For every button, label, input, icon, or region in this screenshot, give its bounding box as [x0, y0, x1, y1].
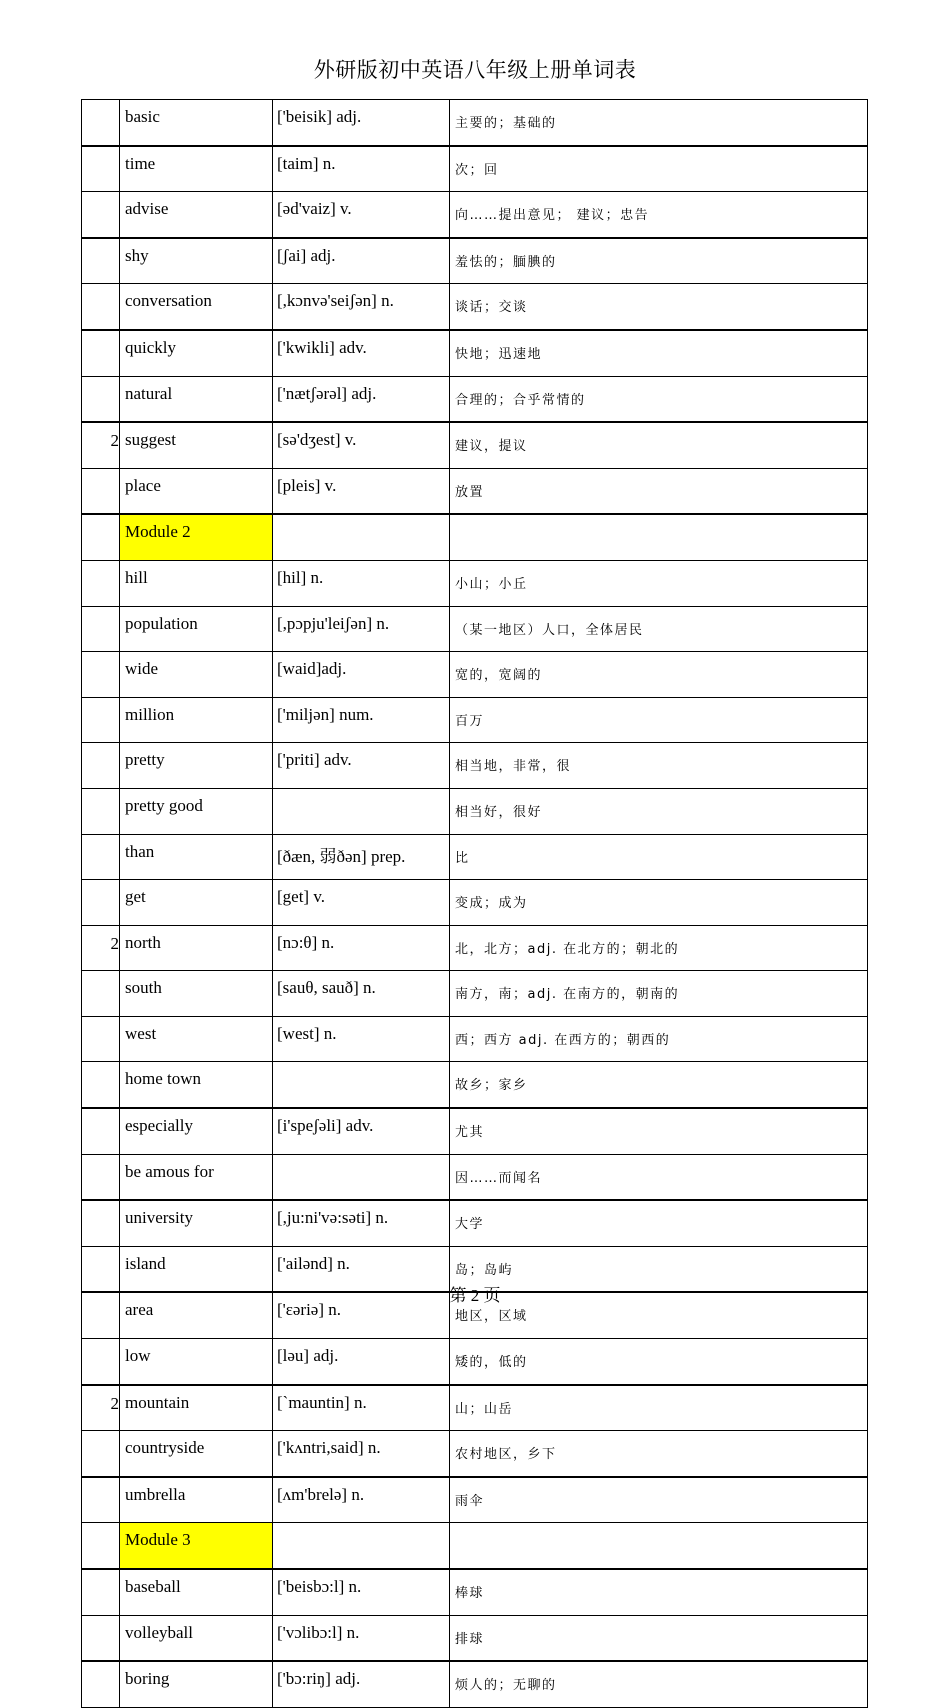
word-cell: south [120, 971, 273, 1017]
meaning-cell: 岛；岛屿 [450, 1246, 868, 1292]
phonetic-cell [273, 788, 450, 834]
phonetic-cell: [waid]adj. [273, 652, 450, 698]
meaning-cell: 西；西方 adj. 在西方的；朝西的 [450, 1016, 868, 1062]
word-cell: million [120, 697, 273, 743]
word-cell: shy [120, 238, 273, 284]
vocabulary-table [81, 99, 868, 1708]
meaning-cell: 烦人的；无聊的 [450, 1661, 868, 1707]
vocab-row [82, 1431, 868, 1477]
word-cell: be amous for [120, 1154, 273, 1200]
word-cell: time [120, 146, 273, 192]
word-cell: pretty good [120, 788, 273, 834]
phonetic-cell: [ðæn, 弱ðən] prep. [273, 834, 450, 880]
phonetic-cell: [nɔ:θ] n. [273, 925, 450, 971]
phonetic-cell: [ʃai] adj. [273, 238, 450, 284]
row-number-cell [82, 1615, 120, 1661]
vocab-row [82, 1062, 868, 1108]
meaning-cell: 雨伞 [450, 1477, 868, 1523]
row-number-cell [82, 1431, 120, 1477]
phonetic-cell: ['beisik] adj. [273, 100, 450, 146]
phonetic-cell: [i'speʃəli] adv. [273, 1108, 450, 1154]
vocab-row [82, 1477, 868, 1523]
vocab-row [82, 192, 868, 238]
row-number-cell [82, 652, 120, 698]
phonetic-cell: ['ailənd] n. [273, 1246, 450, 1292]
phonetic-cell: [`mauntin] n. [273, 1385, 450, 1431]
word-cell: population [120, 606, 273, 652]
meaning-cell: 北，北方；adj. 在北方的；朝北的 [450, 925, 868, 971]
word-cell: hill [120, 560, 273, 606]
phonetic-cell: [,kɔnvə'seiʃən] n. [273, 284, 450, 330]
row-number-cell [82, 146, 120, 192]
vocab-row [82, 697, 868, 743]
row-number-cell [82, 743, 120, 789]
word-cell: quickly [120, 330, 273, 376]
phonetic-cell: ['vɔlibɔ:l] n. [273, 1615, 450, 1661]
phonetic-cell: [get] v. [273, 880, 450, 926]
word-cell: place [120, 468, 273, 514]
row-number-cell [82, 1661, 120, 1707]
meaning-cell: 因……而闻名 [450, 1154, 868, 1200]
row-number-cell [82, 834, 120, 880]
word-cell: umbrella [120, 1477, 273, 1523]
meaning-cell [450, 1523, 868, 1569]
phonetic-cell: ['ɛəriə] n. [273, 1292, 450, 1338]
row-number-cell [82, 238, 120, 284]
row-number-cell [82, 1339, 120, 1385]
meaning-cell: （某一地区）人口，全体居民 [450, 606, 868, 652]
vocab-row [82, 468, 868, 514]
vocab-row [82, 606, 868, 652]
word-cell: island [120, 1246, 273, 1292]
meaning-cell: 矮的，低的 [450, 1339, 868, 1385]
row-number-cell [82, 514, 120, 560]
meaning-cell: 小山；小丘 [450, 560, 868, 606]
phonetic-cell: [sə'dʒest] v. [273, 422, 450, 468]
phonetic-cell: [əd'vaiz] v. [273, 192, 450, 238]
phonetic-cell: ['kwikli] adv. [273, 330, 450, 376]
word-cell: west [120, 1016, 273, 1062]
vocab-row [82, 971, 868, 1017]
meaning-cell: 排球 [450, 1615, 868, 1661]
word-cell: conversation [120, 284, 273, 330]
meaning-cell: 百万 [450, 697, 868, 743]
word-cell: basic [120, 100, 273, 146]
meaning-cell: 相当好，很好 [450, 788, 868, 834]
vocab-row [82, 100, 868, 146]
row-number-cell [82, 971, 120, 1017]
meaning-cell: 比 [450, 834, 868, 880]
page-number: 第 2 页 [449, 1286, 501, 1305]
row-number-cell: 2 [82, 925, 120, 971]
row-number-cell [82, 376, 120, 422]
meaning-cell: 主要的；基础的 [450, 100, 868, 146]
module-label-cell: Module 3 [120, 1523, 273, 1569]
meaning-cell: 变成；成为 [450, 880, 868, 926]
meaning-cell: 棒球 [450, 1569, 868, 1615]
word-cell: pretty [120, 743, 273, 789]
word-cell: area [120, 1292, 273, 1338]
word-cell: university [120, 1200, 273, 1246]
vocab-row [82, 1615, 868, 1661]
phonetic-cell [273, 1062, 450, 1108]
vocab-row [82, 1108, 868, 1154]
row-number-cell [82, 560, 120, 606]
row-number-cell [82, 1062, 120, 1108]
meaning-cell: 合理的；合乎常情的 [450, 376, 868, 422]
vocab-row [82, 743, 868, 789]
row-number-cell [82, 468, 120, 514]
vocab-row [82, 1016, 868, 1062]
module-header-row [82, 514, 868, 560]
phonetic-cell: ['beisbɔ:l] n. [273, 1569, 450, 1615]
module-label-cell: Module 2 [120, 514, 273, 560]
vocab-row [82, 422, 868, 468]
meaning-cell: 大学 [450, 1200, 868, 1246]
word-cell: boring [120, 1661, 273, 1707]
vocab-row [82, 284, 868, 330]
row-number-cell [82, 1523, 120, 1569]
vocab-row [82, 1154, 868, 1200]
word-cell: especially [120, 1108, 273, 1154]
word-cell: countryside [120, 1431, 273, 1477]
meaning-cell: 相当地，非常，很 [450, 743, 868, 789]
vocab-row [82, 1385, 868, 1431]
meaning-cell: 地区，区域 [450, 1292, 868, 1338]
row-number-cell [82, 330, 120, 376]
word-cell: volleyball [120, 1615, 273, 1661]
vocab-row [82, 1339, 868, 1385]
word-cell: get [120, 880, 273, 926]
meaning-cell: 放置 [450, 468, 868, 514]
phonetic-cell: [ʌm'brelə] n. [273, 1477, 450, 1523]
row-number-cell [82, 880, 120, 926]
phonetic-cell: [sauθ, sauð] n. [273, 971, 450, 1017]
row-number-cell [82, 1154, 120, 1200]
page-title: 外研版初中英语八年级上册单词表 [313, 58, 637, 82]
row-number-cell [82, 192, 120, 238]
meaning-cell: 建议，提议 [450, 422, 868, 468]
row-number-cell: 2 [82, 422, 120, 468]
vocab-row [82, 1661, 868, 1707]
row-number-cell [82, 1108, 120, 1154]
meaning-cell: 故乡；家乡 [450, 1062, 868, 1108]
word-cell: than [120, 834, 273, 880]
phonetic-cell: ['priti] adv. [273, 743, 450, 789]
meaning-cell: 次；回 [450, 146, 868, 192]
phonetic-cell: ['nætʃərəl] adj. [273, 376, 450, 422]
row-number-cell [82, 788, 120, 834]
word-cell: mountain [120, 1385, 273, 1431]
row-number-cell [82, 1569, 120, 1615]
row-number-cell [82, 606, 120, 652]
word-cell: advise [120, 192, 273, 238]
meaning-cell: 谈话；交谈 [450, 284, 868, 330]
phonetic-cell: ['bɔ:riŋ] adj. [273, 1661, 450, 1707]
row-number-cell: 2 [82, 1385, 120, 1431]
word-cell: north [120, 925, 273, 971]
word-cell: low [120, 1339, 273, 1385]
vocab-row [82, 238, 868, 284]
vocab-row [82, 560, 868, 606]
phonetic-cell: [taim] n. [273, 146, 450, 192]
phonetic-cell: [pleis] v. [273, 468, 450, 514]
row-number-cell [82, 697, 120, 743]
meaning-cell: 尤其 [450, 1108, 868, 1154]
meaning-cell: 南方，南；adj. 在南方的，朝南的 [450, 971, 868, 1017]
vocab-row [82, 1200, 868, 1246]
meaning-cell: 向……提出意见； 建议；忠告 [450, 192, 868, 238]
module-header-row [82, 1523, 868, 1569]
word-cell: baseball [120, 1569, 273, 1615]
meaning-cell: 山；山岳 [450, 1385, 868, 1431]
meaning-cell: 农村地区，乡下 [450, 1431, 868, 1477]
meaning-cell: 羞怯的；腼腆的 [450, 238, 868, 284]
word-cell: wide [120, 652, 273, 698]
vocab-row [82, 880, 868, 926]
phonetic-cell: [hil] n. [273, 560, 450, 606]
vocab-row [82, 146, 868, 192]
vocab-row [82, 834, 868, 880]
meaning-cell: 宽的，宽阔的 [450, 652, 868, 698]
vocab-row [82, 788, 868, 834]
vocab-row [82, 925, 868, 971]
word-cell: suggest [120, 422, 273, 468]
meaning-cell: 快地；迅速地 [450, 330, 868, 376]
vocab-row [82, 652, 868, 698]
phonetic-cell: ['miljən] num. [273, 697, 450, 743]
phonetic-cell [273, 1523, 450, 1569]
phonetic-cell: [,ju:ni'və:səti] n. [273, 1200, 450, 1246]
phonetic-cell: [west] n. [273, 1016, 450, 1062]
vocab-row [82, 330, 868, 376]
word-cell: natural [120, 376, 273, 422]
vocabulary-table-body [82, 100, 868, 1708]
vocab-row [82, 1569, 868, 1615]
word-cell: home town [120, 1062, 273, 1108]
phonetic-cell [273, 514, 450, 560]
phonetic-cell: [,pɔpju'leiʃən] n. [273, 606, 450, 652]
row-number-cell [82, 1200, 120, 1246]
phonetic-cell: [ləu] adj. [273, 1339, 450, 1385]
row-number-cell [82, 1477, 120, 1523]
row-number-cell [82, 100, 120, 146]
meaning-cell [450, 514, 868, 560]
vocab-row [82, 376, 868, 422]
row-number-cell [82, 1016, 120, 1062]
phonetic-cell: ['kʌntri,said] n. [273, 1431, 450, 1477]
phonetic-cell [273, 1154, 450, 1200]
row-number-cell [82, 284, 120, 330]
